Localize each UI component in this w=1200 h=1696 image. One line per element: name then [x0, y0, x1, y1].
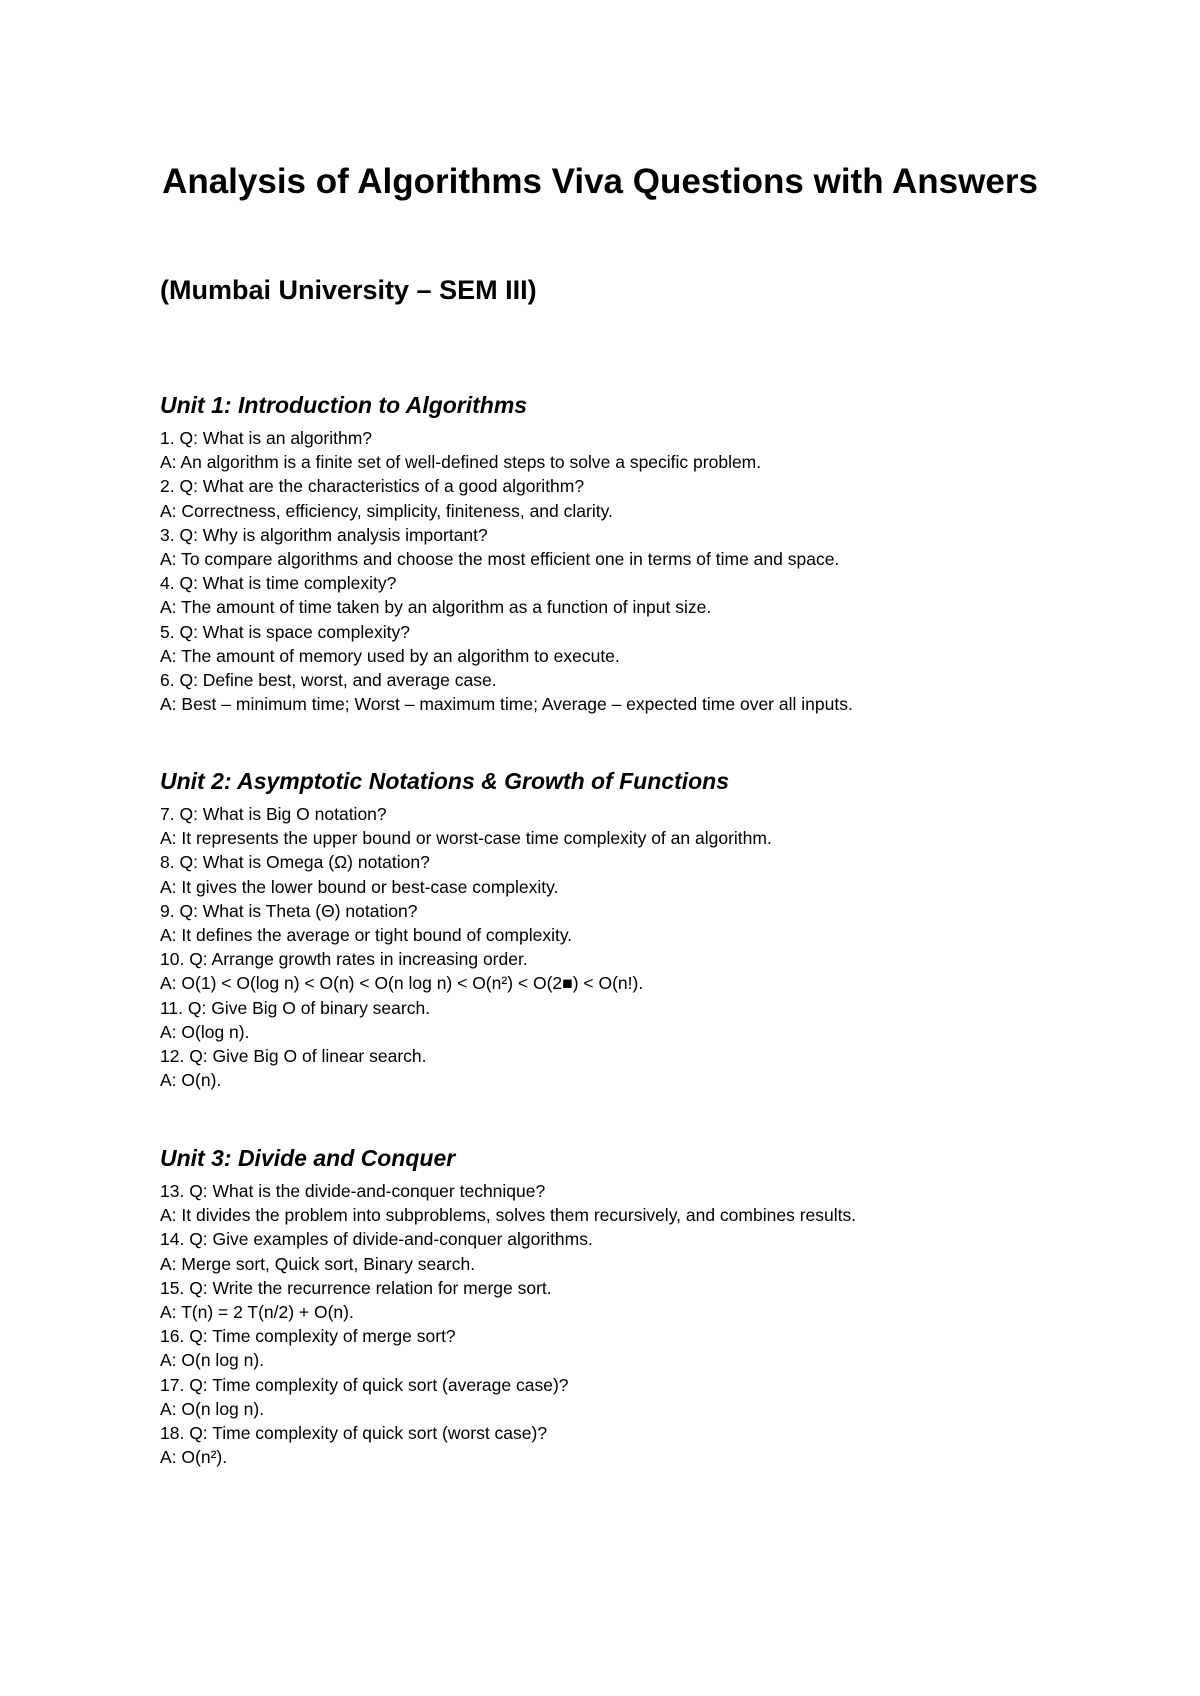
answer: A: Best – minimum time; Worst – maximum time; Average – expected time over all inputs. — [160, 694, 853, 715]
question: 12. Q: Give Big O of linear search. — [160, 1046, 427, 1067]
answer: A: O(1) < O(log n) < O(n) < O(n log n) < O(n²) < O(2■) < O(n!). — [160, 973, 644, 994]
answer: A: Correctness, efficiency, simplicity, finiteness, and clarity. — [160, 500, 613, 521]
answer: A: The amount of time taken by an algorithm as a function of input size. — [160, 597, 712, 618]
question: 14. Q: Give examples of divide-and-conquer algorithms. — [160, 1229, 593, 1250]
unit-3-heading: Unit 3: Divide and Conquer — [160, 1145, 456, 1171]
answer: A: O(n log n). — [160, 1350, 265, 1371]
answer: A: It divides the problem into subproblems, solves them recursively, and combines results. — [160, 1205, 857, 1226]
question: 2. Q: What are the characteristics of a good algorithm? — [160, 476, 585, 497]
answer: A: O(n). — [160, 1070, 222, 1091]
question: 18. Q: Time complexity of quick sort (worst case)? — [160, 1423, 548, 1444]
answer: A: O(log n). — [160, 1021, 250, 1042]
unit-2-heading: Unit 2: Asymptotic Notations & Growth of Functions — [160, 768, 730, 794]
unit-1-heading: Unit 1: Introduction to Algorithms — [160, 392, 528, 418]
unit-3-section — [160, 1143, 1060, 1469]
question: 9. Q: What is Theta (Θ) notation? — [160, 900, 418, 921]
question: 17. Q: Time complexity of quick sort (average case)? — [160, 1374, 569, 1395]
question: 15. Q: Write the recurrence relation for merge sort. — [160, 1277, 552, 1298]
answer: A: It represents the upper bound or worst-case time complexity of an algorithm. — [160, 828, 772, 849]
answer: A: It defines the average or tight bound of complexity. — [160, 925, 573, 946]
answer: A: T(n) = 2 T(n/2) + O(n). — [160, 1302, 354, 1323]
question: 3. Q: Why is algorithm analysis important? — [160, 524, 488, 545]
page-subtitle: (Mumbai University – SEM III) — [160, 275, 537, 305]
answer: A: The amount of memory used by an algorithm to execute. — [160, 645, 620, 666]
question: 11. Q: Give Big O of binary search. — [160, 997, 431, 1018]
answer: A: O(n log n). — [160, 1398, 265, 1419]
question: 1. Q: What is an algorithm? — [160, 428, 373, 448]
answer: A: Merge sort, Quick sort, Binary search. — [160, 1253, 476, 1274]
page-title: Analysis of Algorithms Viva Questions with Answers — [162, 162, 1038, 201]
answer: A: It gives the lower bound or best-case complexity. — [160, 876, 559, 897]
question: 4. Q: What is time complexity? — [160, 573, 397, 594]
answer: A: An algorithm is a finite set of well-defined steps to solve a specific problem. — [160, 452, 762, 473]
unit-1-section — [160, 390, 1060, 716]
answer: A: O(n²). — [160, 1447, 228, 1468]
question: 13. Q: What is the divide-and-conquer technique? — [160, 1181, 546, 1201]
question: 10. Q: Arrange growth rates in increasing order. — [160, 949, 528, 970]
answer: A: To compare algorithms and choose the most efficient one in terms of time and space. — [160, 549, 840, 570]
unit-2-section — [160, 766, 1060, 1092]
question: 16. Q: Time complexity of merge sort? — [160, 1326, 456, 1347]
question: 7. Q: What is Big O notation? — [160, 804, 387, 824]
question: 5. Q: What is space complexity? — [160, 621, 410, 642]
question: 8. Q: What is Omega (Ω) notation? — [160, 852, 430, 873]
question: 6. Q: Define best, worst, and average case. — [160, 670, 497, 691]
